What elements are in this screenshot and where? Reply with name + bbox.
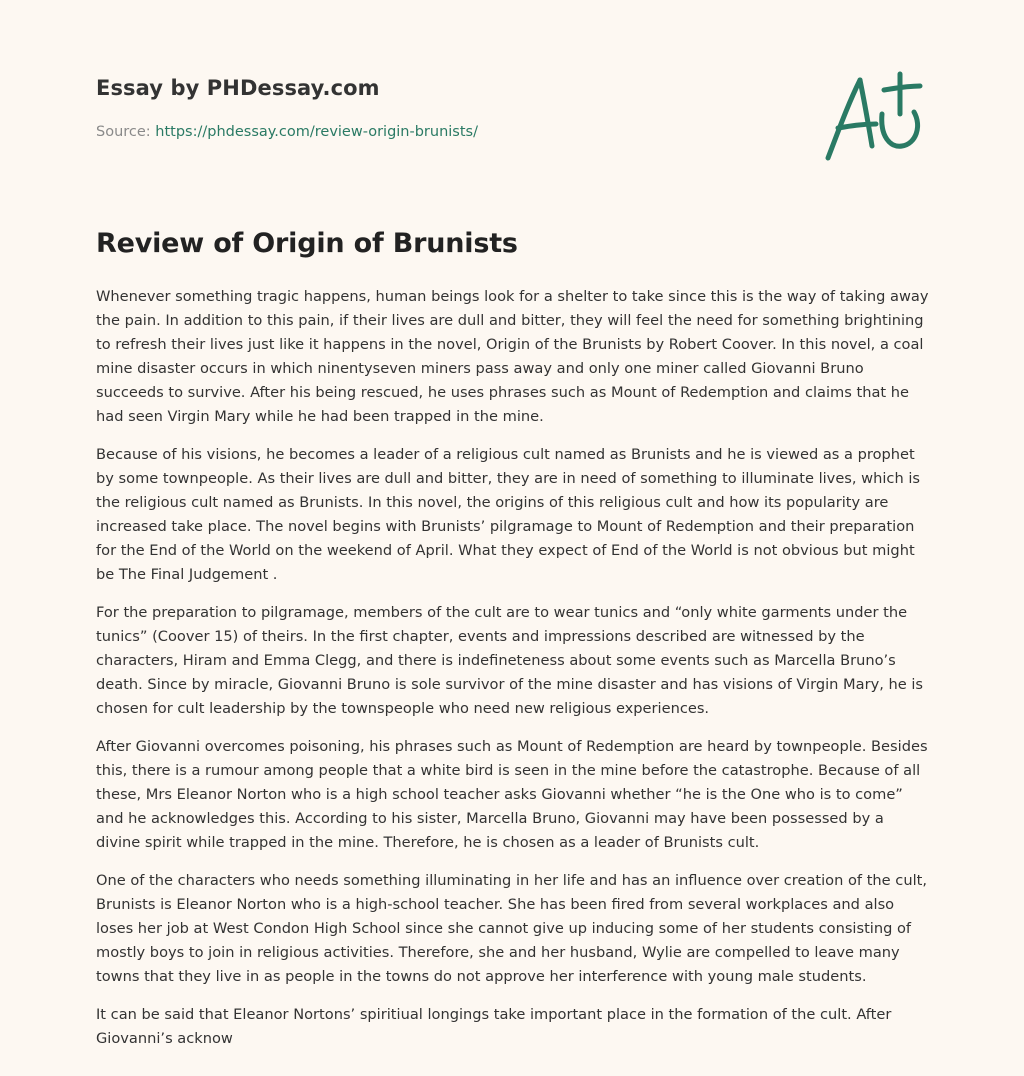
page [96,0,929,1047]
header [96,0,928,190]
paragraph: For the preparation to pilgramage, members of the cult are to wear tunics and “only white garments under the tunics” (Coover 15) of theirs. In the first chapter, events and impressions described are witnessed by the characters, Hiram and Emma Clegg, and there is indefineteness about some events such as Marcella Bruno’s death. Since by miracle, Giovanni Bruno is sole survivor of the mine disaster and has visions of Virgin Mary, he is chosen for cult leadership by the townspeople who need new religious experiences. [96,604,924,717]
paragraph: After Giovanni overcomes poisoning, his phrases such as Mount of Redemption are heard by townpeople. Besides this, there is a rumour among people that a white bird is seen in the mine before the catastrophe. Because of all these, Mrs Eleanor Norton who is a high school teacher asks Giovanni whether “he is the One who is to come” and he acknowledges this. According to his sister, Marcella Bruno, Giovanni may have been possessed by a divine spirit while trapped in the mine. Therefore, he is chosen as a leader of Brunists cult. [96,738,928,851]
a-plus-logo-icon [824,66,928,166]
page-title: Review of Origin of Brunists [96,228,518,259]
source-label: Source: [96,124,156,140]
brand-title: Essay by PHDessay.com [96,76,380,100]
paragraph: It can be said that Eleanor Nortons’ spiritiual longings take important place in the formation of the cult. After Giovanni’s acknow [96,1006,892,1047]
paragraph: Whenever something tragic happens, human beings look for a shelter to take since this is the way of taking away the pain. In addition to this pain, if their lives are dull and bitter, they will feel the need for something brightining to refresh their lives just like it happens in the novel, Origin of the Brunists by Robert Coover. In this novel, a coal mine disaster occurs in which ninentyseven miners pass away and only one miner called Giovanni Bruno succeeds to survive. After his being rescued, he uses phrases such as Mount of Redemption and claims that he had seen Virgin Mary while he had been trapped in the mine. [96,288,929,425]
paragraph: One of the characters who needs something illuminating in her life and has an influence over creation of the cult, Brunists is Eleanor Norton who is a high-school teacher. She has been fired from several workplaces and also loses her job at West Condon High School since she cannot give up inducing some of her students consisting of mostly boys to join in religious activities. Therefore, she and her husband, Wylie are compelled to leave many towns that they live in as people in the towns do not approve her interference with young male students. [96,872,927,985]
article-body [96,285,932,1065]
source-line [96,124,478,140]
paragraph: Because of his visions, he becomes a leader of a religious cult named as Brunists and he is viewed as a prophet by some townpeople. As their lives are dull and bitter, they are in need of something to illuminate lives, which is the religious cult named as Brunists. In this novel, the origins of this religious cult and how its popularity are increased take place. The novel begins with Brunists’ pilgramage to Mount of Redemption and their preparation for the End of the World on the weekend of April. What they expect of End of the World is not obvious but might be The Final Judgement . [96,446,920,583]
source-link[interactable]: https://phdessay.com/review-origin-brunists/ [155,124,478,140]
